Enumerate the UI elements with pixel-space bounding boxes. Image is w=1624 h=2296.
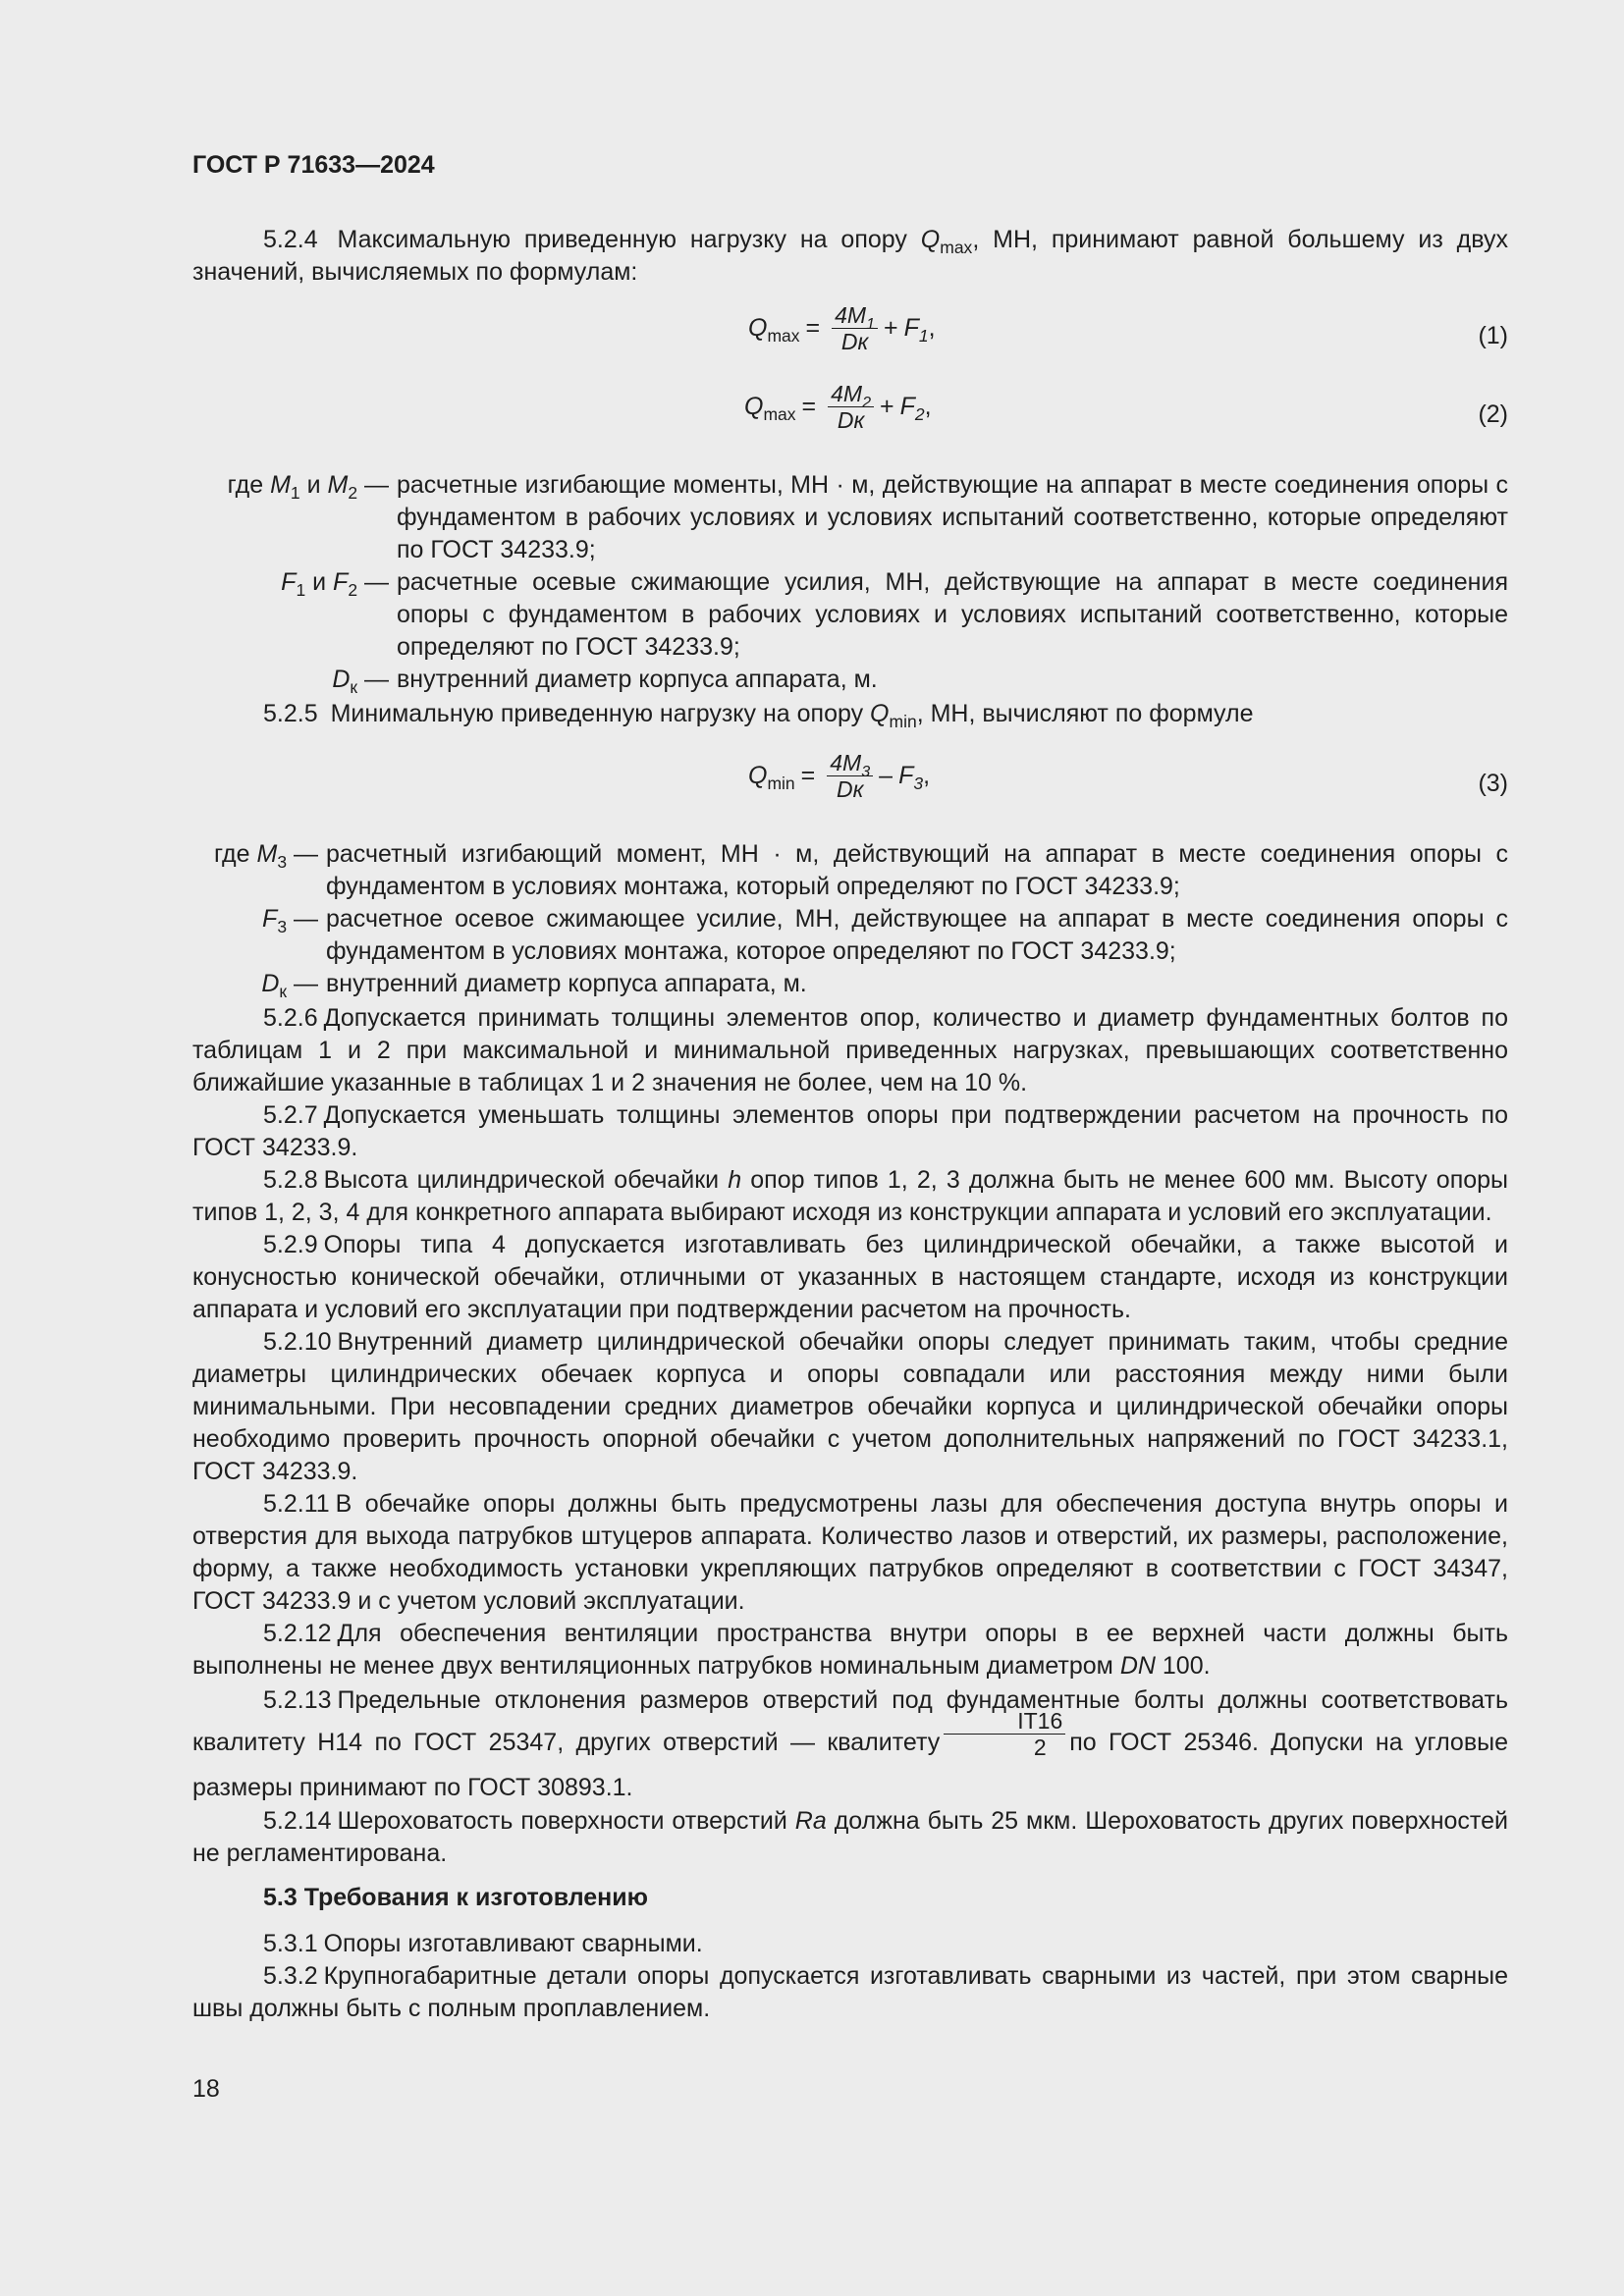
formula-1 — [192, 302, 1508, 381]
paragraph-text: Допускается принимать толщины элементов опор, количество и диаметр фундаментных болтов по таблицам 1 и 2 при максимальной и минимальной приведенных нагрузках, превышающих соответственно ближайшие указанные в таблицах 1 и 2 значения не более, чем на 10 %. — [192, 1004, 1508, 1096]
clause-number: 5.2.10 — [263, 1328, 332, 1356]
paragraph-text: должна быть 25 мкм. Шероховатость других поверхностей не регламентирована. — [192, 1807, 1508, 1867]
clause-number: 5.2.11 — [263, 1490, 330, 1518]
paragraph-text: В обечайке опоры должны быть предусмотрены лазы для обеспечения доступа внутрь опоры и отверстия для выхода патрубков штуцеров аппарата. Количество лазов и отверстий, их размеры, расположение, форму, а также необходимость установки укрепляющих патрубков определяют в соответствии с ГОСТ 34347, ГОСТ 34233.9 и с учетом условий эксплуатации. — [192, 1490, 1508, 1615]
clause-number: 5.2.9 — [263, 1231, 318, 1258]
formula-lhs: $Q_{max}$ — [748, 314, 800, 346]
clause-number: 5.3.2 — [263, 1962, 318, 1990]
definition-row — [192, 566, 1508, 664]
paragraph-5-2-7 — [192, 1099, 1508, 1164]
definition-text: расчетные изгибающие моменты, МН · м, действующие на аппарат в месте соединения опоры с фундаментом в рабочих условиях и условиях испытаний соответственно, которые определяют по ГОСТ 34233.9; — [397, 471, 1508, 563]
definition-row — [192, 903, 1508, 968]
definition-text: расчетное осевое сжимающее усилие, МН, действующее на аппарат в месте соединения опоры с фундаментом в условиях монтажа, которое определяют по ГОСТ 34233.9; — [326, 905, 1508, 965]
paragraph-text: Максимальную приведенную нагрузку на опору — [337, 226, 907, 253]
paragraph-text: 100. — [1162, 1652, 1211, 1680]
clause-number: 5.2.5 — [263, 700, 318, 727]
operator: + — [880, 393, 894, 420]
clause-number: 5.2.14 — [263, 1807, 332, 1835]
definition-text: внутренний диаметр корпуса аппарата, м. — [326, 970, 807, 997]
definition-term: $D_к$ — — [332, 666, 389, 697]
definition-text: расчетный изгибающий момент, МН · м, действующий на аппарат в месте соединения опоры с фундаментом в условиях монтажа, который определяют по ГОСТ 34233.9; — [326, 840, 1508, 900]
formula-number: (3) — [1478, 770, 1508, 797]
definition-row — [192, 968, 1508, 1000]
definition-row — [192, 838, 1508, 903]
operator: – — [879, 762, 893, 789]
formula-number: (2) — [1478, 400, 1508, 428]
fraction-denominator: 2 — [1033, 1735, 1047, 1760]
paragraph-text: Опоры типа 4 допускается изготавливать без цилиндрической обечайки, а также высотой и конусностью конической обечайки, отличными от указанных в настоящем стандарте, исходя из конструкции аппарата и условий его эксплуатации при подтверждении расчетом на прочность. — [192, 1231, 1508, 1323]
paragraph-text: Минимальную приведенную нагрузку на опору — [330, 700, 864, 727]
formula-term: $F_3$ — [898, 762, 924, 793]
q-min-symbol: Q — [870, 700, 890, 727]
formula-fraction — [832, 302, 878, 354]
section-heading-5-3: 5.3 Требования к изготовлению — [263, 1884, 649, 1911]
equals-sign: = — [801, 393, 817, 420]
formula-tail: , — [923, 762, 931, 789]
formula-number: (1) — [1478, 322, 1508, 349]
clause-number: 5.2.8 — [263, 1166, 318, 1194]
paragraph-5-2-8 — [192, 1164, 1508, 1229]
equals-sign: = — [805, 314, 821, 342]
variable-h: h — [728, 1166, 742, 1194]
paragraph-5-2-4 — [192, 224, 1508, 289]
q-min-subscript: min — [889, 712, 917, 731]
fraction-denominator: Dк — [840, 329, 869, 354]
paragraph-5-2-14 — [192, 1805, 1508, 1870]
paragraph-text: Шероховатость поверхности отверстий — [337, 1807, 787, 1835]
fraction-denominator: Dк — [837, 407, 865, 433]
paragraph-5-2-5 — [192, 698, 1508, 730]
definition-row — [192, 469, 1508, 566]
paragraph-5-2-12 — [192, 1618, 1508, 1682]
paragraph-text: Предельные отклонения размеров отверстий под фундаментные болты должны соответствовать квалитету H14 по ГОСТ 25347, других отверстий — квалитету — [192, 1686, 1508, 1757]
paragraph-text: , МН, вычисляют по формуле — [916, 700, 1254, 727]
formula-lhs: $Q_{max}$ — [744, 393, 796, 424]
clause-number: 5.2.12 — [263, 1620, 332, 1647]
paragraph-text: Крупногабаритные детали опоры допускается изготавливать сварными из частей, при этом сварные швы должны быть с полным проплавлением. — [192, 1962, 1508, 2022]
variable-ra: Ra — [794, 1807, 827, 1835]
paragraph-text: Для обеспечения вентиляции пространства внутри опоры в ее верхней части должны быть выполнены не менее двух вентиляционных патрубков номинальным диаметром — [192, 1620, 1508, 1680]
clause-number: 5.2.6 — [263, 1004, 318, 1032]
paragraph-text: Внутренний диаметр цилиндрической обечайки опоры следует принимать таким, чтобы средние диаметры цилиндрических обечаек корпуса и опоры совпадали или расстояния между ними были минимальными. При несовпадении средних диаметров обечайки корпуса и цилиндрической обечайки опоры необходимо проверить прочность опорной обечайки с учетом дополнительных напряжений по ГОСТ 34233.1, ГОСТ 34233.9. — [192, 1328, 1508, 1485]
paragraph-text: Высота цилиндрической обечайки — [323, 1166, 720, 1194]
paragraph-5-2-13 — [192, 1682, 1508, 1805]
definition-text: внутренний диаметр корпуса аппарата, м. — [397, 666, 878, 693]
paragraph-text: Опоры изготавливают сварными. — [323, 1930, 703, 1957]
definition-term: где $M_1$ и $M_2$ — — [227, 471, 389, 503]
variable-dn: DN — [1119, 1652, 1156, 1680]
paragraph-5-2-6 — [192, 1002, 1508, 1099]
fraction-numerator: $4M_3$ — [830, 750, 871, 780]
definitions-list-2 — [192, 838, 1508, 1000]
paragraph-text: , МН, принимают равной большему из двух значений, вычисляемых по формулам: — [192, 226, 1509, 286]
definition-term: где $M_3$ — — [214, 840, 318, 872]
q-max-symbol: Q — [920, 226, 941, 253]
formula-tail: , — [928, 314, 936, 342]
clause-number: 5.2.7 — [263, 1101, 318, 1129]
q-max-subscript: max — [940, 238, 973, 257]
definitions-list-1 — [192, 469, 1508, 696]
formula-2 — [192, 381, 1508, 459]
definition-text: расчетные осевые сжимающие усилия, МН, действующие на аппарат в месте соединения опоры с фундаментом в рабочих условиях и условиях испытаний соответственно, которые определяют по ГОСТ 34233.9; — [397, 568, 1508, 661]
clause-number: 5.3.1 — [263, 1930, 318, 1957]
equals-sign: = — [800, 762, 816, 789]
fraction-numerator: IT16 — [944, 1708, 1065, 1735]
formula-lhs: $Q_{min}$ — [748, 762, 795, 793]
definition-term: $D_к$ — — [261, 970, 318, 1001]
paragraph-text: по ГОСТ 25346. Допуски на угловые размеры принимают по ГОСТ 30893.1. — [192, 1729, 1508, 1801]
paragraph-5-2-9 — [192, 1229, 1508, 1326]
clause-number: 5.2.4 — [263, 226, 318, 253]
fraction-numerator: $4M_2$ — [831, 381, 872, 411]
definition-row — [192, 664, 1508, 696]
paragraph-5-2-11 — [192, 1488, 1508, 1618]
fraction-numerator: $4M_1$ — [835, 302, 876, 333]
inline-fraction — [944, 1708, 1065, 1760]
page-number: 18 — [192, 2075, 220, 2103]
paragraph-text: опор типов 1, 2, 3 должна быть не менее 600 мм. Высоту опоры типов 1, 2, 3, 4 для конкретного аппарата выбирают исходя из конструкции аппарата и условий его эксплуатации. — [192, 1166, 1509, 1226]
formula-fraction — [827, 750, 873, 802]
formula-3 — [192, 750, 1508, 828]
operator: + — [884, 314, 898, 342]
definition-term: $F_1$ и $F_2$ — — [281, 568, 389, 600]
paragraph-text: Допускается уменьшать толщины элементов опоры при подтверждении расчетом на прочность по ГОСТ 34233.9. — [192, 1101, 1508, 1161]
paragraph-5-2-10 — [192, 1326, 1508, 1488]
paragraph-5-3-1 — [192, 1928, 1508, 1960]
fraction-denominator: Dк — [836, 776, 864, 802]
document-body — [192, 224, 1508, 2025]
definition-term: $F_3$ — — [262, 905, 318, 936]
formula-tail: , — [924, 393, 932, 420]
standard-header: ГОСТ Р 71633—2024 — [192, 151, 435, 179]
paragraph-5-3-2 — [192, 1960, 1508, 2025]
clause-number: 5.2.13 — [263, 1686, 332, 1714]
formula-term: $F_2$ — [899, 393, 925, 424]
formula-term: $F_1$ — [903, 314, 929, 346]
formula-fraction — [828, 381, 874, 433]
